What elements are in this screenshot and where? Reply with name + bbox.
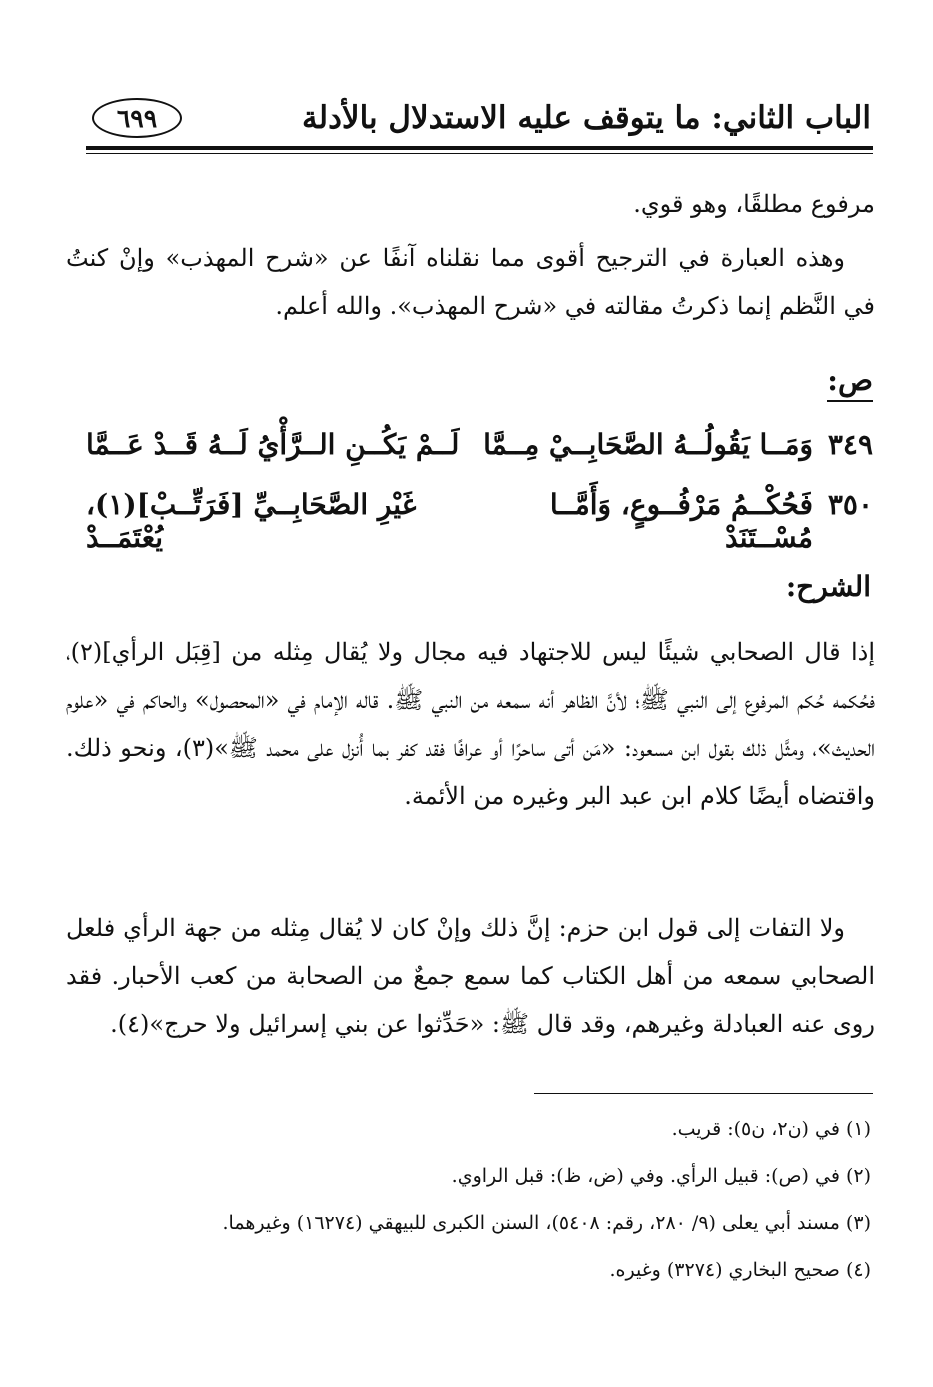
verse-first-hemistich: وَمَــا يَقُولُــهُ الصَّحَابِــيْ مِــمَّا bbox=[483, 428, 813, 461]
paragraph-1: مرفوع مطلقًا، وهو قوي. bbox=[633, 190, 875, 218]
footnote-1: (١) في (ن٢، ن٥): قريب. bbox=[671, 1118, 871, 1140]
paragraph-3: إذا قال الصحابي شيئًا ليس للاجتهاد فيه مجال ولا يُقال مِثله من [قِبَل الرأي](٢)، فحُكمه حُكم المرفوع إلى النبي ﷺ؛ لأنَّ الظاهر أنه سمعه من النبي ﷺ. قاله الإمام في «المحصول» والحاكم في «علوم الحديث»، ومثَّل ذلك بقول ابن مسعود: «مَن أتى ساحرًا أو عرافًا فقد كفر بما أُنزل على محمد ﷺ»(٣)، ونحو ذلك. واقتضاه أيضًا كلام ابن عبد البر وغيره من الأئمة. bbox=[66, 638, 875, 810]
text-heading-sad: ص: bbox=[827, 360, 873, 402]
footnote-4: (٤) صحيح البخاري (٣٢٧٤) وغيره. bbox=[609, 1259, 871, 1281]
verse-second-hemistich: لَــمْ يَكُــنِ الــرَّأْيُ لَــهُ قَــدْ عَــمَّا bbox=[86, 428, 460, 461]
header-rule-thick bbox=[86, 146, 873, 150]
verse-second-hemistich: غَيْرِ الصَّحَابِــيِّ [فَرَتِّــبْ](١)، يُعْتَمَــدْ bbox=[86, 488, 417, 554]
commentary-heading: الشرح: bbox=[785, 570, 871, 603]
verse-number: ٣٥٠ bbox=[827, 488, 873, 521]
footnote-3: (٣) مسند أبي يعلى (٩/ ٢٨٠، رقم: ٥٤٠٨)، السنن الكبرى للبيهقي (١٦٢٧٤) وغيرهما. bbox=[222, 1212, 871, 1234]
footnote-separator bbox=[534, 1093, 873, 1094]
header-rule-thin bbox=[86, 153, 873, 154]
footnotes bbox=[90, 1106, 871, 1294]
verse-first-hemistich: فَحُكْــمُ مَرْفُــوعٍ، وَأَمَّــا مُسْــتَنَدْ bbox=[549, 488, 813, 554]
page-number: ٦٩٩ bbox=[92, 98, 182, 138]
footnote-2: (٢) في (ص): قبيل الرأي. وفي (ض، ظ): قبل الراوي. bbox=[451, 1165, 871, 1187]
chapter-header-title: الباب الثاني: ما يتوقف عليه الاستدلال بالأدلة bbox=[302, 100, 871, 136]
paragraph-2: وهذه العبارة في الترجيح أقوى مما نقلناه آنفًا عن «شرح المهذب» وإنْ كنتُ في النَّظم إنما ذكرتُ مقالته في «شرح المهذب». والله أعلم. bbox=[66, 244, 875, 320]
verse-line bbox=[86, 488, 873, 554]
verse-line bbox=[86, 428, 873, 476]
paragraph-4: ولا التفات إلى قول ابن حزم: إنَّ ذلك وإنْ كان لا يُقال مِثله من جهة الرأي فلعل الصحابي سمعه من أهل الكتاب كما سمع جمعٌ من الصحابة من كعب الأحبار. فقد روى عنه العبادلة وغيرهم، وقد قال ﷺ: «حَدِّثوا عن بني إسرائيل ولا حرج»(٤). bbox=[66, 914, 875, 1038]
verse-number: ٣٤٩ bbox=[827, 428, 873, 461]
